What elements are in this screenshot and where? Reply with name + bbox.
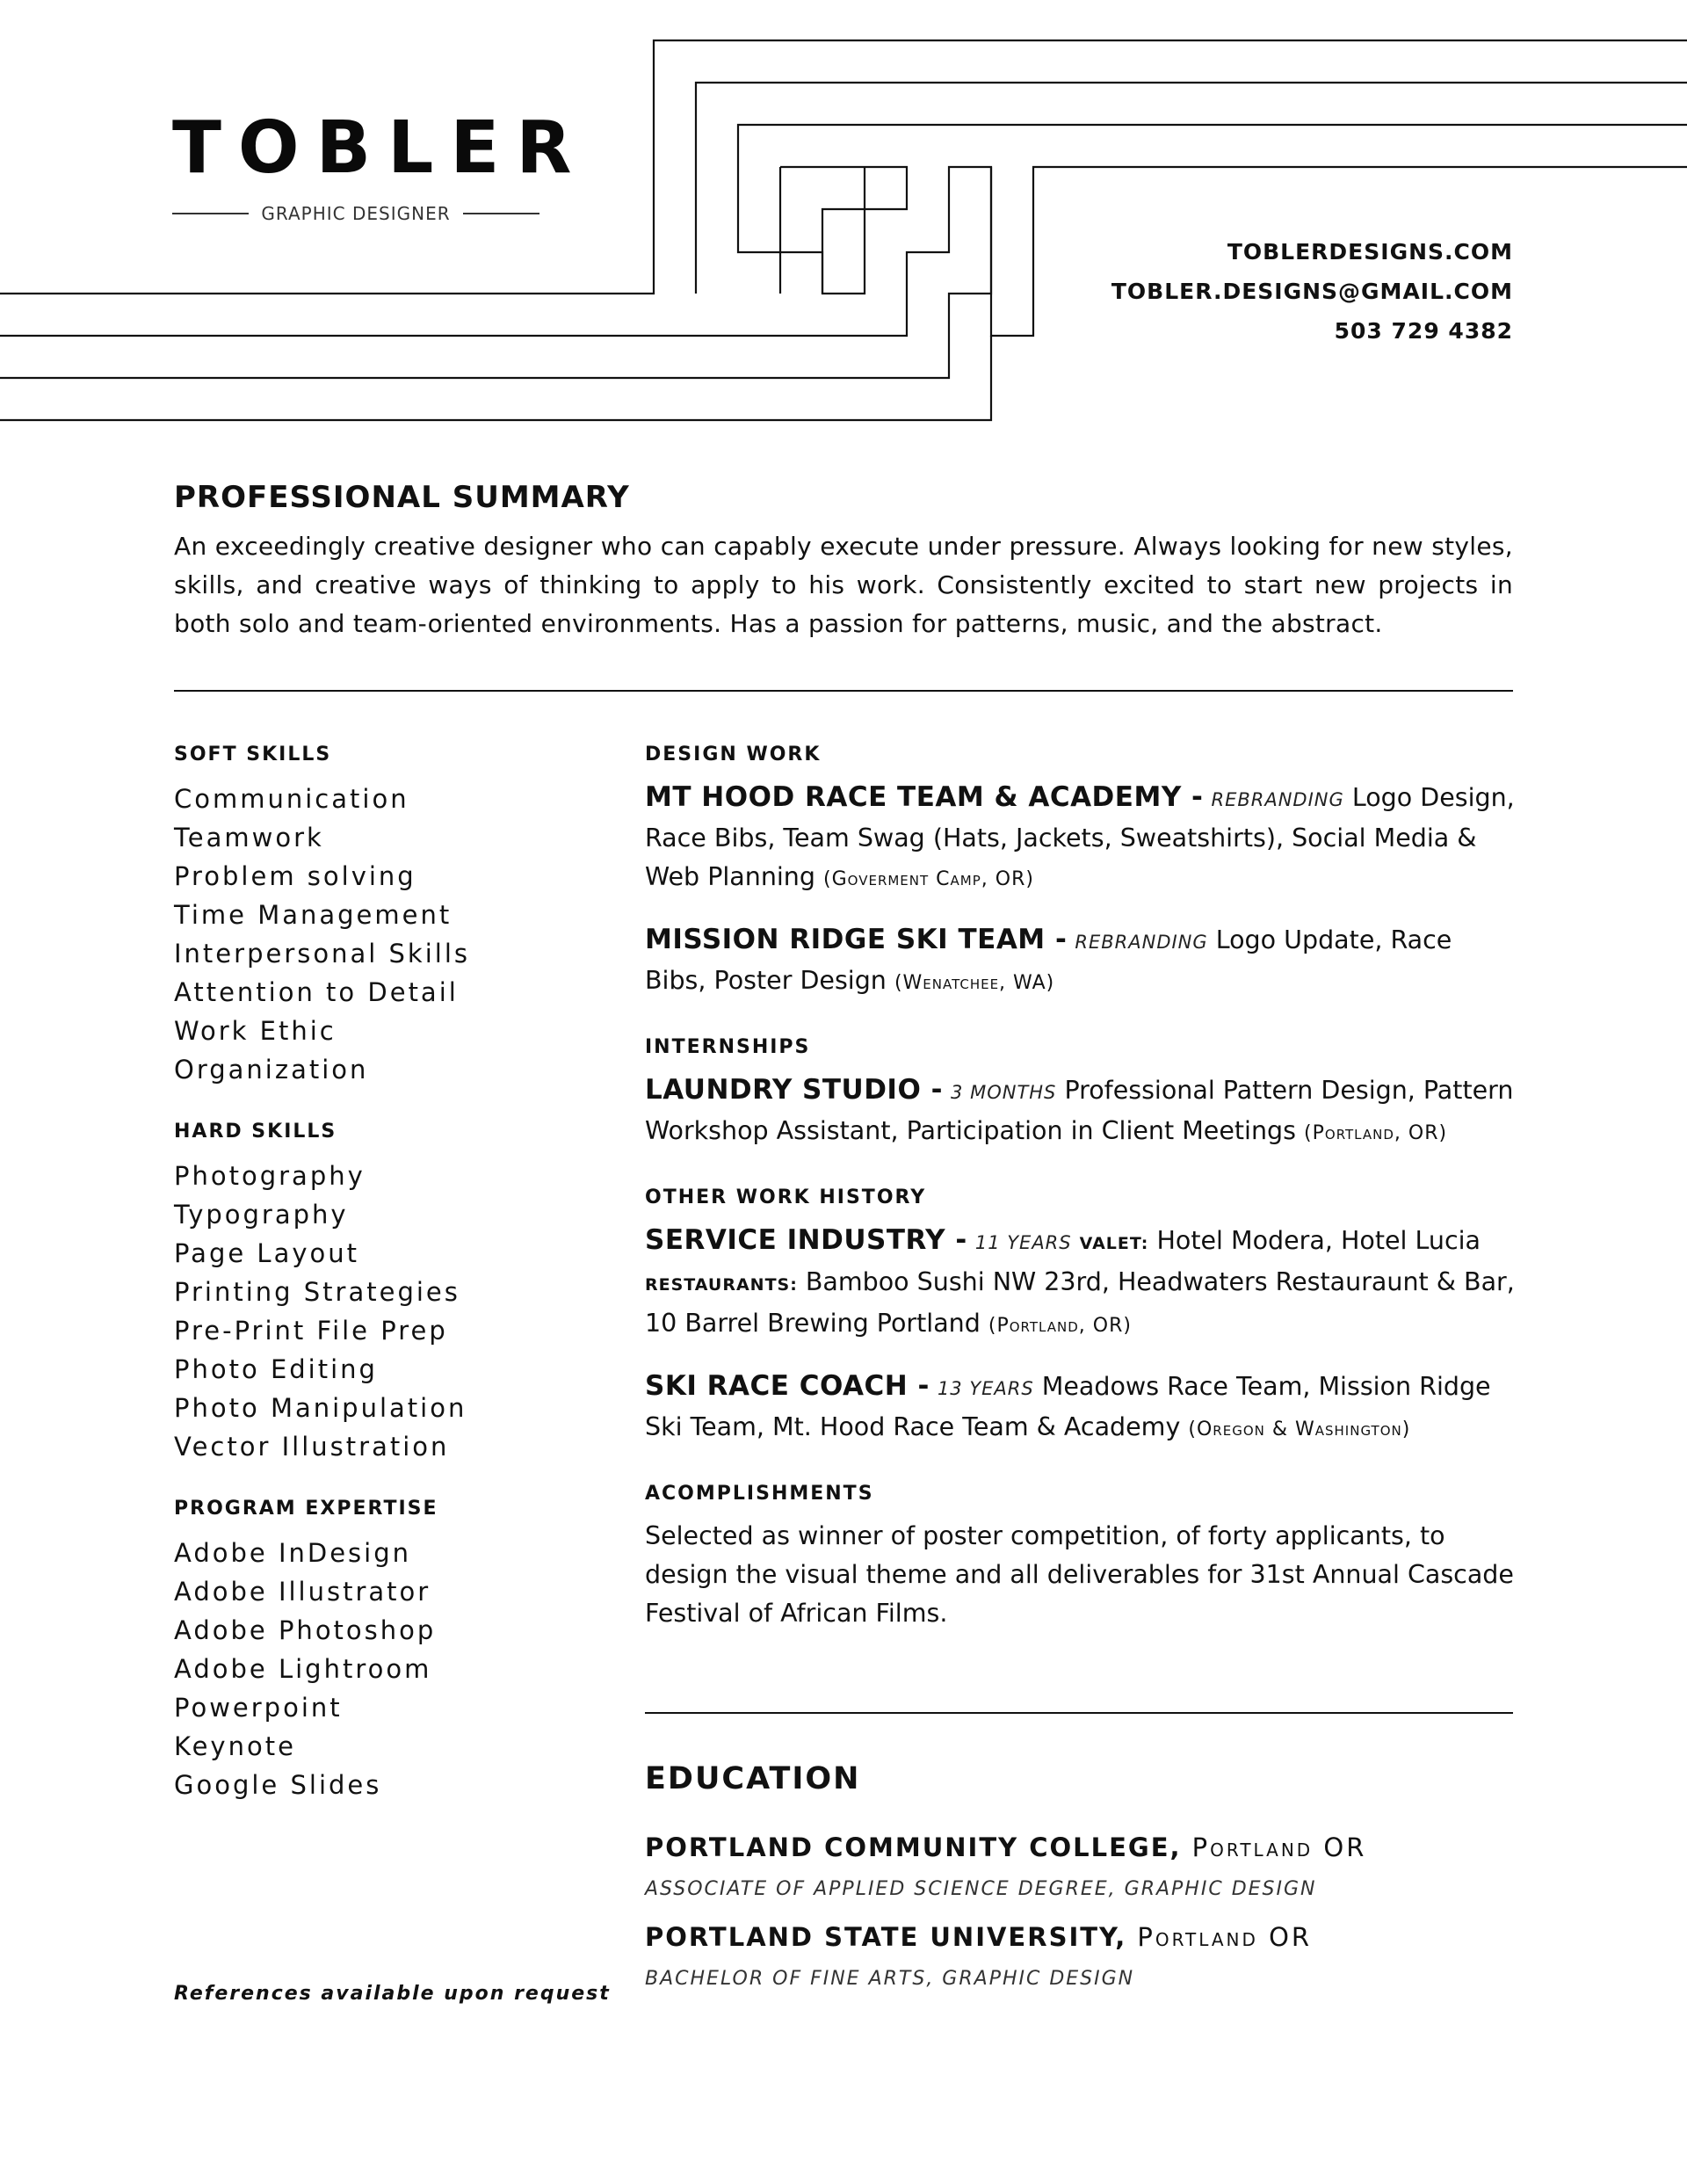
entry-title: SERVICE INDUSTRY - xyxy=(645,1224,967,1256)
entry-description: Logo Design, Race Bibs, Team Swag (Hats, Jackets, Sweatshirts), Social Media & Web Planning xyxy=(645,783,1515,891)
soft-skills-list xyxy=(174,780,587,1089)
program-expertise-label: PROGRAM EXPERTISE xyxy=(174,1498,438,1520)
education-item xyxy=(645,1832,1366,1862)
entry-tag: 3 MONTHS xyxy=(951,1082,1057,1103)
summary-divider xyxy=(174,690,1513,692)
entry-title: SKI RACE COACH - xyxy=(645,1370,930,1402)
list-item: Adobe InDesign xyxy=(174,1538,412,1568)
other-work-label: OTHER WORK HISTORY xyxy=(645,1186,927,1208)
list-item: Powerpoint xyxy=(174,1693,343,1723)
subtitle-rule-left xyxy=(172,213,249,214)
program-expertise-list xyxy=(174,1534,587,1804)
list-item: Attention to Detail xyxy=(174,977,459,1007)
entry-location: (Wenatchee, WA) xyxy=(894,972,1055,994)
list-item: Work Ethic xyxy=(174,1016,337,1046)
list-item: Google Slides xyxy=(174,1770,382,1800)
hard-skills-label: HARD SKILLS xyxy=(174,1121,337,1143)
education-heading: EDUCATION xyxy=(645,1761,861,1796)
list-item: Keynote xyxy=(174,1731,296,1761)
design-work-section xyxy=(645,744,1515,1003)
school-degree: BACHELOR OF FINE ARTS, GRAPHIC DESIGN xyxy=(645,1968,1135,1990)
entry-title: MT HOOD RACE TEAM & ACADEMY - xyxy=(645,781,1204,813)
restaurants-key: RESTAURANTS: xyxy=(645,1275,798,1295)
list-item: Pre-Print File Prep xyxy=(174,1316,448,1346)
school-line xyxy=(645,1922,1312,1952)
valet-key: VALET: xyxy=(1079,1234,1149,1253)
list-item: Printing Strategies xyxy=(174,1277,460,1307)
phone-number: 503 729 4382 xyxy=(1334,318,1513,344)
list-item: Photo Manipulation xyxy=(174,1393,467,1423)
logo-wordmark: TOBLER xyxy=(172,106,589,190)
school-city: Portland OR xyxy=(1191,1832,1367,1862)
design-work-label: DESIGN WORK xyxy=(645,744,822,765)
internship-entry xyxy=(645,1070,1515,1153)
school-city: Portland OR xyxy=(1137,1922,1313,1952)
entry-tag: REBRANDING xyxy=(1075,932,1208,953)
education-divider xyxy=(645,1712,1513,1714)
entry-location: (Oregon & Washington) xyxy=(1188,1419,1411,1440)
list-item: Communication xyxy=(174,784,409,814)
entry-location: (Portland, OR) xyxy=(988,1315,1132,1337)
subtitle-text: GRAPHIC DESIGNER xyxy=(261,203,451,224)
maze-line-3 xyxy=(0,167,991,378)
accomplishments-section xyxy=(645,1483,1515,1633)
list-item: Photography xyxy=(174,1161,366,1191)
coach-entry xyxy=(645,1367,1515,1449)
entry-description: Professional Pattern Design, Pattern Workshop Assistant, Participation in Client Meetings xyxy=(645,1076,1514,1145)
list-item: Interpersonal Skills xyxy=(174,939,471,969)
school-name: PORTLAND COMMUNITY COLLEGE, xyxy=(645,1832,1182,1862)
education-item xyxy=(645,1922,1312,1952)
design-entry xyxy=(645,920,1515,1003)
left-column xyxy=(174,744,587,1836)
website-link[interactable]: TOBLERDESIGNS.COM xyxy=(1227,239,1513,265)
email-link[interactable]: TOBLER.DESIGNS@GMAIL.COM xyxy=(1111,279,1513,304)
list-item: Organization xyxy=(174,1055,369,1085)
entry-description: Logo Update, Race Bibs, Poster Design xyxy=(645,925,1452,995)
soft-skills-label: SOFT SKILLS xyxy=(174,744,332,765)
subtitle xyxy=(172,203,539,224)
list-item: Vector Illustration xyxy=(174,1432,450,1462)
list-item: Teamwork xyxy=(174,823,324,853)
list-item: Typography xyxy=(174,1200,349,1230)
list-item: Adobe Lightroom xyxy=(174,1654,432,1684)
references-note: References available upon request xyxy=(174,1983,611,2005)
entry-title: MISSION RIDGE SKI TEAM - xyxy=(645,924,1068,955)
list-item: Problem solving xyxy=(174,861,416,891)
list-item: Photo Editing xyxy=(174,1354,378,1384)
entry-description: Meadows Race Team, Mission Ridge Ski Team, Mt. Hood Race Team & Academy xyxy=(645,1372,1491,1441)
summary-heading: PROFESSIONAL SUMMARY xyxy=(174,480,630,515)
list-item: Adobe Photoshop xyxy=(174,1615,437,1645)
list-item: Page Layout xyxy=(174,1238,360,1268)
summary-text: An exceedingly creative designer who can capably execute under pressure. Always looking for new styles, skills, and creative ways of thinking to apply to his work. Consistently excited to start new projects in both solo and team-oriented environments. Has a passion for patterns, music, and the abstract. xyxy=(174,532,1513,638)
internships-label: INTERNSHIPS xyxy=(645,1036,811,1058)
entry-tag: 11 YEARS xyxy=(974,1232,1072,1253)
accomplishments-label: ACOMPLISHMENTS xyxy=(645,1483,874,1505)
internships-section xyxy=(645,1036,1515,1153)
school-line xyxy=(645,1832,1366,1862)
list-item: Adobe Illustrator xyxy=(174,1577,431,1607)
restaurants-description: Bamboo Sushi NW 23rd, Headwaters Restauraunt & Bar, 10 Barrel Brewing Portland xyxy=(645,1267,1515,1338)
other-work-section xyxy=(645,1186,1515,1449)
entry-title: LAUNDRY STUDIO - xyxy=(645,1074,943,1106)
list-item: Time Management xyxy=(174,900,453,930)
entry-tag: REBRANDING xyxy=(1211,789,1344,810)
entry-location: (Goverment Camp, OR) xyxy=(823,868,1034,890)
hard-skills-list xyxy=(174,1157,587,1466)
maze-t-shape xyxy=(780,167,907,294)
valet-description: Hotel Modera, Hotel Lucia xyxy=(1156,1226,1481,1255)
design-entry xyxy=(645,778,1515,899)
school-degree: ASSOCIATE OF APPLIED SCIENCE DEGREE, GRAPHIC DESIGN xyxy=(645,1878,1317,1900)
subtitle-rule-right xyxy=(463,213,539,214)
service-entry xyxy=(645,1221,1515,1346)
entry-tag: 13 YEARS xyxy=(937,1378,1034,1399)
accomplishments-text: Selected as winner of poster competition, of forty applicants, to design the visual theme and all deliverables for 31st Annual Cascade Festival of African Films. xyxy=(645,1521,1514,1628)
contact-block xyxy=(1111,232,1513,351)
entry-location: (Portland, OR) xyxy=(1304,1122,1448,1144)
right-column xyxy=(645,744,1515,1633)
school-name: PORTLAND STATE UNIVERSITY, xyxy=(645,1922,1127,1952)
